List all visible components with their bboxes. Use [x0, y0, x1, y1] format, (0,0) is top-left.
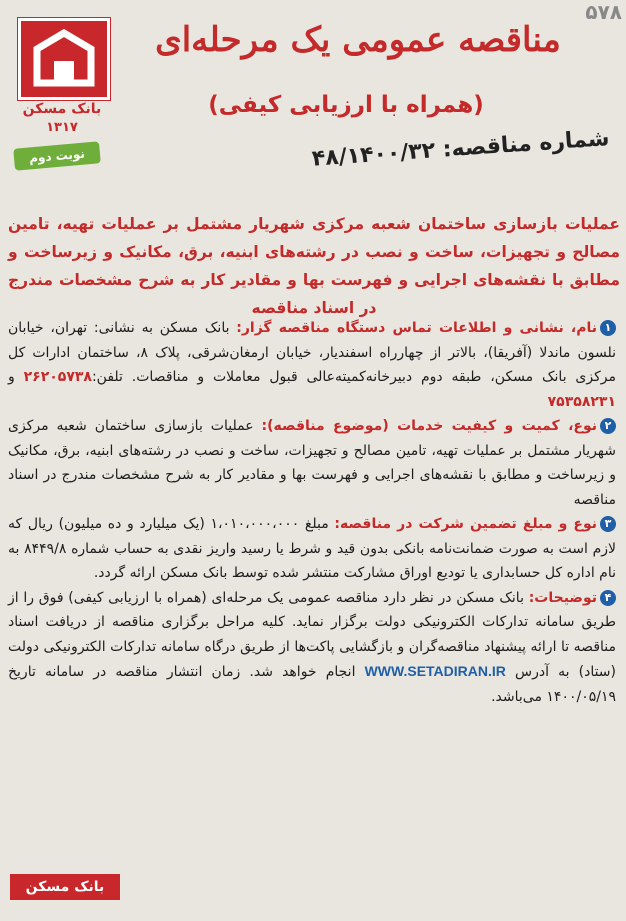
section-text: عملیات بازسازی ساختمان شعبه مرکزی شهریار مشتمل بر عملیات تهیه، تامین مصالح و تجهیزات، ساخت و نصب در رشته‌های ابنیه، برق، مکانیک و زیرساخت و مطابق با نقشه‌های اجرایی و فهرست بها و مقادیر کار به شرح مشخصات مندرج در اسناد مناقصه [8, 418, 616, 508]
section-4 [8, 586, 616, 710]
section-number: ۳ [600, 516, 616, 532]
notice-body [8, 316, 616, 709]
headline: عملیات بازسازی ساختمان شعبه مرکزی شهریار مشتمل بر عملیات تهیه، تامین مصالح و تجهیزات، ساخت و نصب در رشته‌های ابنیه، برق، مکانیک و زیرساخت و مطابق با نقشه‌های اجرایی و فهرست بها و مقادیر کار به شرح مشخصات مندرج در اسناد مناقصه [8, 215, 620, 317]
turn-badge: نوبت دوم [13, 141, 101, 170]
section-2 [8, 414, 616, 512]
page-subtitle: (همراه با ارزیابی کیفی) [208, 92, 484, 118]
section-number: ۲ [600, 418, 616, 434]
section-number: ۱ [600, 320, 616, 336]
top-stamp: ۵۷۸ [585, 0, 622, 24]
section-text: بانک مسکن در نظر دارد مناقصه عمومی یک مرحله‌ای (همراه با ارزیابی کیفی) فوق را از طریق سامانه تدارکات الکترونیکی دولت برگزار نماید. کلیه مراحل برگزاری مناقصه از دریافت اسناد مناقصه تا ارائه پیشنهاد مناقصه‌گران و بازگشایی پاکت‌ها از طریق درگاه سامانه تدارکات الکترونیکی دولت (ستاد) به آدرس [8, 589, 617, 680]
section-label: نام، نشانی و اطلاعات تماس دستگاه مناقصه گزار: [236, 320, 597, 336]
phone-number: ۷۵۳۵۸۲۳۱ [547, 393, 616, 410]
section-number: ۴ [600, 590, 616, 606]
phone-number: ۲۶۲۰۵۷۳۸ [23, 369, 92, 385]
section-label: نوع و مبلغ تضمین شرکت در مناقصه: [334, 516, 597, 532]
setad-url[interactable]: WWW.SETADIRAN.IR [364, 663, 506, 679]
section-1 [8, 316, 616, 414]
section-text-end: انجام خواهد شد. زمان انتشار مناقصه در سامانه تاریخ ۱۴۰۰/۰۵/۱۹ می‌باشد. [8, 664, 616, 705]
section-label: توضیحات: [528, 589, 597, 606]
section-text: مبلغ ۱،۰۱۰،۰۰۰،۰۰۰ (یک میلیارد و ده میلیون) ریال که لازم است به صورت ضمانت‌نامه بانکی بدون قید و شرط یا رسید واریز نقدی به حساب شماره ۸۴۴۹/۸ به نام اداره کل حسابداری یا تودیع اوراق مشارکت منتشر شده توسط بانک مسکن ارائه گردد. [8, 516, 616, 581]
section-3 [8, 512, 616, 586]
section-text: بانک مسکن به نشانی: تهران، خیابان نلسون ماندلا (آفریقا)، بالاتر از چهارراه اسفندیار، خیابان ارمغان‌شرقی، پلاک ۸، ساختمان ادارات کل مرکزی بانک مسکن، طبقه دوم دبیرخانه‌کمیته‌عالی قبول معاملات و مناقصات. تلفن: [8, 320, 617, 385]
footer-bank-label: بانک مسکن [10, 874, 120, 900]
house-logo-icon [21, 21, 107, 97]
tender-number: شماره مناقصه: ۴۸/۱۴۰۰/۳۲ [311, 125, 611, 172]
section-label: نوع، کمیت و کیفیت خدمات (موضوع مناقصه): [261, 418, 597, 434]
bank-name: بانک مسکن [22, 101, 102, 117]
bank-year: ۱۳۱۷ [46, 120, 78, 135]
page-title: مناقصه عمومی یک مرحله‌ای [155, 20, 561, 60]
phone-separator: و [8, 369, 24, 385]
bank-logo [18, 18, 110, 100]
